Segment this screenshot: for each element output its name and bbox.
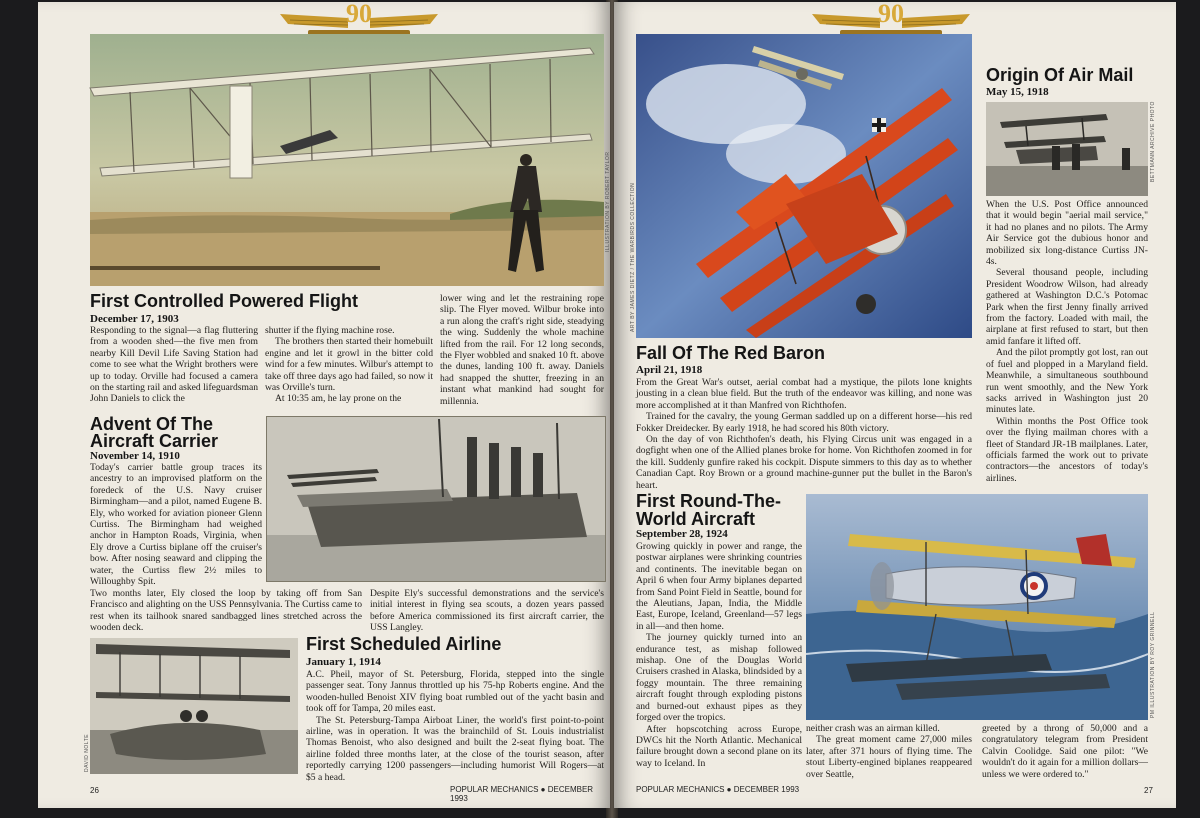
left-page <box>38 2 610 808</box>
headline-carrier-1: Advent Of The <box>90 414 214 434</box>
headline-airline: First Scheduled Airline <box>306 634 502 654</box>
footer-page-left: 26 <box>90 786 99 795</box>
footer-page-right: 27 <box>1144 786 1153 795</box>
footer-mag-left: POPULAR MECHANICS ● DECEMBER 1993 <box>450 785 594 803</box>
right-page <box>614 2 1176 808</box>
headline-round-world-1: First Round-The- <box>636 491 781 511</box>
first-flight-col2-p3: At 10:35 am, he lay prone on the <box>275 393 402 405</box>
first-flight-col1 <box>90 325 258 405</box>
credit-baron: ART BY JAMES DIETZ / THE WARBIRDS COLLECTION <box>630 182 636 332</box>
wright-flyer-painting <box>90 34 604 286</box>
first-flight-col3-text: lower wing and let the restraining rope slip. The Flyer moved. Wilbur broke into a run along the craft's right side, steadying the wing. Suddenly the whole machine lifted from the rail. For 12 long seconds, the Flyer wobbled and snaked 10 ft. above the dunes, landing 100 ft. away. Daniels had snapped the shutter, freezing in an instant what mankind had sought for millennia. <box>440 293 604 407</box>
credit-world: PM ILLUSTRATION BY ROY GRINNELL <box>1150 611 1156 718</box>
round-world-col2-p2: The great moment came 27,000 miles later, after 371 hours of flying time. The stout Liberty-engined biplanes reappeared over Seattle, <box>806 734 972 780</box>
round-world-col1-p1: Growing quickly in power and range, the postwar airplanes were shrinking countries and continents. The inevitable began on April 6 when four Army biplanes departed from Sand Point Field in Seattle, bound for the Aleutians, Japan, India, the Middle East, Europe, Iceland, Greenland—57 legs in all—and then home. <box>636 541 802 632</box>
credit-mail: BETTMANN ARCHIVE PHOTO <box>1150 101 1156 182</box>
air-mail-p2: Several thousand people, including President Woodrow Wilson, had already gathered at Washington D.C.'s Potomac Park when the first Jenny finally arrived from the factory. Loaded with mail, the airplane at first refused to start, but then amid fanfare it lifted off. <box>986 267 1148 347</box>
red-baron-p3: On the day of von Richthofen's death, his Flying Circus unit was engaged in a dogfight when one of the Allied planes broke for home. Von Richthofen zoomed in for the kill. Suddenly gunfire raked his cockpit. Dispute simmers to this day as to whether Canadian Capt. Roy Brown or a ground machine-gunner put the bullet in the Baron's heart. <box>636 434 972 491</box>
airline-p1: A.C. Pheil, mayor of St. Petersburg, Florida, stepped into the single passenger seat. Tony Jannus throttled up his 75-hp Roberts engine. And the wooden-hulled Benoist XIV flying boat rumbled out of the yacht basin and took off for Tampa, 20 miles east. <box>306 669 604 715</box>
first-flight-col2-p1: shutter if the flying machine rose. <box>265 325 395 336</box>
credit-wright: ILLUSTRATION BY ROBERT TAYLOR <box>605 151 611 252</box>
footer-mag-right: POPULAR MECHANICS ● DECEMBER 1993 <box>636 785 800 794</box>
red-baron-painting <box>636 34 972 338</box>
carrier-wide1-text: Two months later, Ely closed the loop by taking off from San Francisco and alighting on the USS Pennsylvania. The Curtiss came to rest when its tailhook snared sandbagged lines stretched across the wooden deck. <box>90 588 362 634</box>
date-airline: January 1, 1914 <box>306 656 381 668</box>
round-world-col2-p1: neither crash was an airman killed. <box>806 723 940 734</box>
headline-first-flight: First Controlled Powered Flight <box>90 291 359 311</box>
carrier-wide1 <box>90 588 362 634</box>
round-world-col1-p2: The journey quickly turned into an endurance test, as mishap followed mishap. One of the Douglas World Cruisers crashed in Alaska, blindsided by a foggy mountain. The three remaining aircraft fought through exploding pistons and burned-out exhaust pipes as they forged over the tropics. <box>636 632 802 724</box>
air-mail-p1: When the U.S. Post Office announced that it would begin "aerial mail service," it had no planes and no pilots. The Army Air Service got the dubious honor and mobilized six long-distance Curtiss JN-4s. <box>986 199 1148 268</box>
credit-airline: DAVID NOLTE <box>84 733 90 772</box>
headline-red-baron: Fall Of The Red Baron <box>636 343 826 363</box>
world-cruiser-painting <box>806 494 1148 720</box>
headline-round-world-2: World Aircraft <box>636 509 756 529</box>
date-round-world: September 28, 1924 <box>636 528 728 540</box>
headline-air-mail: Origin Of Air Mail <box>986 65 1134 85</box>
carrier-photo <box>266 416 606 582</box>
airline-photo <box>90 638 298 774</box>
round-world-col2 <box>806 723 972 780</box>
round-world-col3 <box>982 723 1148 780</box>
air-mail-p3: And the pilot promptly got lost, ran out of fuel and plopped in a Maryland field. Meanwhile, a simultaneous southbound run went smoothly, and the New York sacks arrived in Washington just 20 minutes late. <box>986 347 1148 416</box>
carrier-col1 <box>90 462 262 587</box>
first-flight-col2-p2: The brothers then started their homebuilt engine and let it growl in the bitter cold wind for a few minutes. Wilbur's attempt to take off three days ago had failed, so now it was Orville's turn. <box>265 336 433 394</box>
airline-text <box>306 669 604 783</box>
date-first-flight: December 17, 1903 <box>90 313 179 325</box>
carrier-wide2 <box>370 588 604 634</box>
red-baron-p1: From the Great War's outset, aerial combat had a mystique, the pilots lone knights jousting in a clean blue field. But the truth of the endeavor was killing, and none was more accomplished at it than Manfred von Richthofen. <box>636 377 972 411</box>
round-world-col1-p3: After hopscotching across Europe, DWCs hit the North Atlantic. Mechanical failure brought down a second plane on its way to Iceland. In <box>636 723 802 769</box>
date-red-baron: April 21, 1918 <box>636 364 703 376</box>
red-baron-text <box>636 377 972 491</box>
air-mail-p4: Within months the Post Office took over the flying mailman chores with a fleet of Standard JR-1B mailplanes. Later, officials farmed the work out to private contractors—the ancestors of today's airlines. <box>986 415 1148 484</box>
headline-carrier-2: Aircraft Carrier <box>90 431 219 451</box>
air-mail-text <box>986 199 1148 484</box>
round-world-col1 <box>636 541 802 769</box>
first-flight-col1-text: Responding to the signal—a flag fluttering from a wooden shed—the five men from nearby Kill Devil Life Saving Station had come to see what the Wright brothers were up to today. Orville had focused a camera on the starting rail and asked lifeguardsman John Daniels to click the <box>90 325 258 405</box>
airline-p2: The St. Petersburg-Tampa Airboat Liner, the world's first point-to-point airline, was in operation. It was the brainchild of St. Louis industrialist Thomas Benoist, who also designed and built the 2-seat flying boat. The airline folded three months later, at the close of the tourist season, after reportedly carrying 1200 passengers—including humorist Will Rogers—at $5 a head. <box>306 714 604 783</box>
date-carrier: November 14, 1910 <box>90 450 180 462</box>
carrier-wide2-text: Despite Ely's successful demonstrations and the service's initial interest in flying sea scouts, a dozen years passed before America commissioned its first aircraft carrier, the USS Langley. <box>370 588 604 634</box>
logo-number: 90 <box>346 0 372 28</box>
first-flight-col3 <box>440 293 604 407</box>
red-baron-p2: Trained for the cavalry, the young German saddled up on a different horse—his red Fokker Dreidecker. By early 1918, he had scored his 80th victory. <box>636 411 972 434</box>
round-world-col3-text: greeted by a throng of 50,000 and a congratulatory telegram from President Calvin Coolidge. Said one pilot: "We wouldn't do it again for a million dollars—unless we were ordered to." <box>982 723 1148 780</box>
carrier-col1-text: Today's carrier battle group traces its ancestry to an improvised platform on the foredeck of the U.S. Navy cruiser Birmingham—and a pilot, named Eugene B. Ely, who worked for aviation pioneer Glenn Curtiss. The Birmingham had weighed anchor in Hampton Roads, Virginia, when Ely drove a Curtiss biplane off the cruiser's bow. After nosing seaward and clipping the water, the Curtiss flew 2½ miles to Willoughby Spit. <box>90 462 262 588</box>
logo-number-right: 90 <box>878 0 904 28</box>
air-mail-photo <box>986 102 1148 196</box>
date-air-mail: May 15, 1918 <box>986 86 1049 98</box>
first-flight-col2 <box>265 325 433 405</box>
